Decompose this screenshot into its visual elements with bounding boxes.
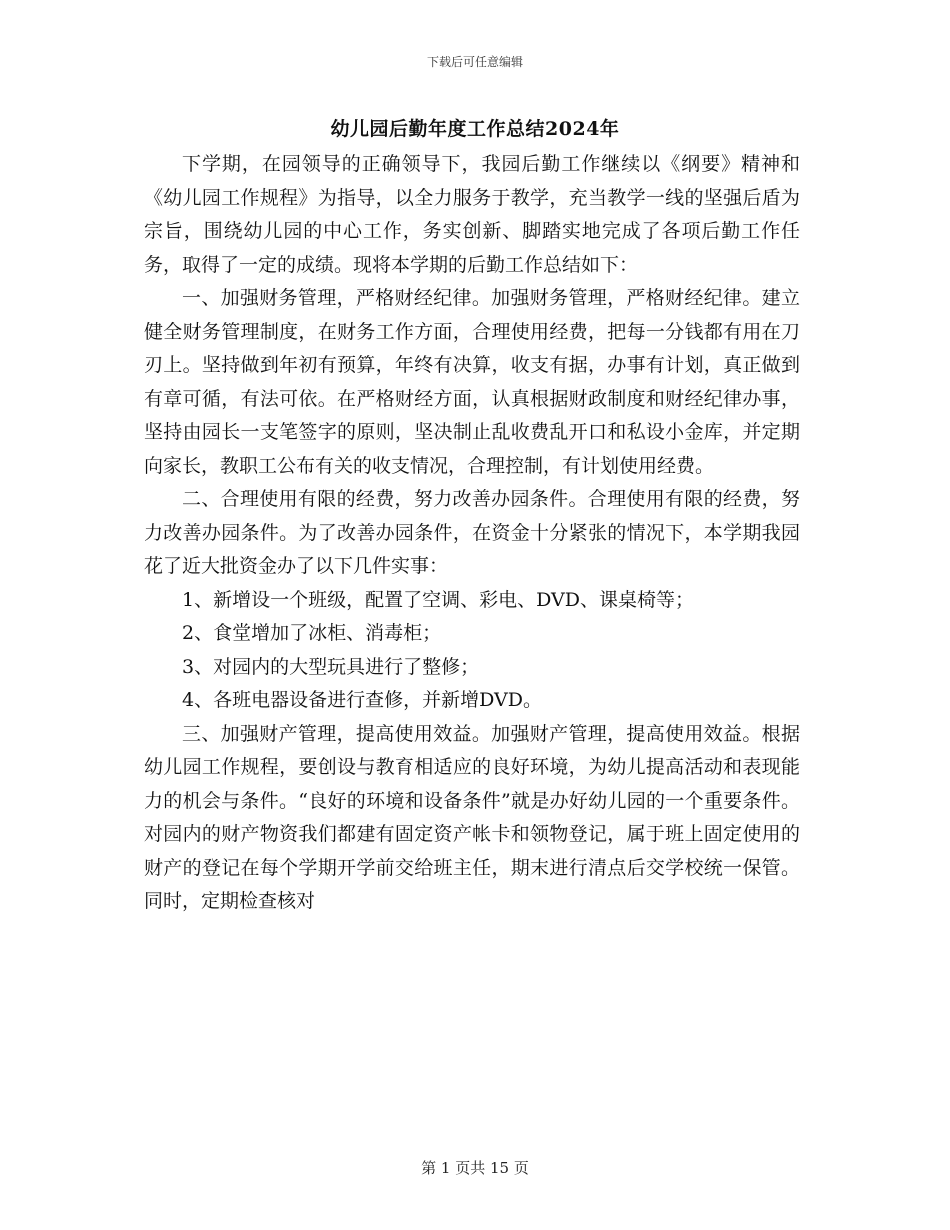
section-1-paragraph: 一、加强财务管理，严格财经纪律。加强财务管理，严格财经纪律。建立健全财务管理制度，在财务工作方面，合理使用经费，把每一分钱都有用在刀刃上。坚持做到年初有预算，年终有决算，收支有据，办事有计划，真正做到有章可循，有法可依。在严格财经方面，认真根据财政制度和财经纪律办事，坚持由园长一支笔签字的原则，坚决制止乱收费乱开口和私设小金库，并定期向家长，教职工公布有关的收支情况，合理控制，有计划使用经费。: [144, 287, 800, 477]
document-body: [144, 148, 800, 919]
document-title: 幼儿园后勤年度工作总结2024年: [330, 118, 620, 140]
intro-paragraph: 下学期，在园领导的正确领导下，我园后勤工作继续以《纲要》精神和《幼儿园工作规程》为指导，以全力服务于教学，充当教学一线的坚强后盾为宗旨，围绕幼儿园的中心工作，务实创新、脚踏实地完成了各项后勤工作任务，取得了一定的成绩。现将本学期的后勤工作总结如下：: [144, 153, 800, 276]
section-3-paragraph: 三、加强财产管理，提高使用效益。加强财产管理，提高使用效益。根据幼儿园工作规程，要创设与教育相适应的良好环境，为幼儿提高活动和表现能力的机会与条件。“良好的环境和设备条件”就是办好幼儿园的一个重要条件。对园内的财产物资我们都建有固定资产帐卡和领物登记，属于班上固定使用的财产的登记在每个学期开学前交给班主任，期末进行清点后交学校统一保管。同时，定期检查核对: [144, 722, 800, 912]
page-number: 第 1 页共 15 页: [421, 1159, 529, 1177]
list-item: 2、食堂增加了冰柜、消毒柜；: [182, 622, 442, 644]
page-header: 下载后可任意编辑: [426, 55, 523, 69]
list-item: 4、各班电器设备进行查修，并新增DVD。: [182, 689, 542, 711]
list-item: 1、新增设一个班级，配置了空调、彩电、DVD、课桌椅等；: [182, 588, 694, 611]
list-item: 3、对园内的大型玩具进行了整修；: [182, 655, 480, 678]
section-2-paragraph: 二、合理使用有限的经费，努力改善办园条件。合理使用有限的经费，努力改善办园条件。为了改善办园条件，在资金十分紧张的情况下，本学期我园花了近大批资金办了以下几件实事：: [144, 488, 800, 577]
